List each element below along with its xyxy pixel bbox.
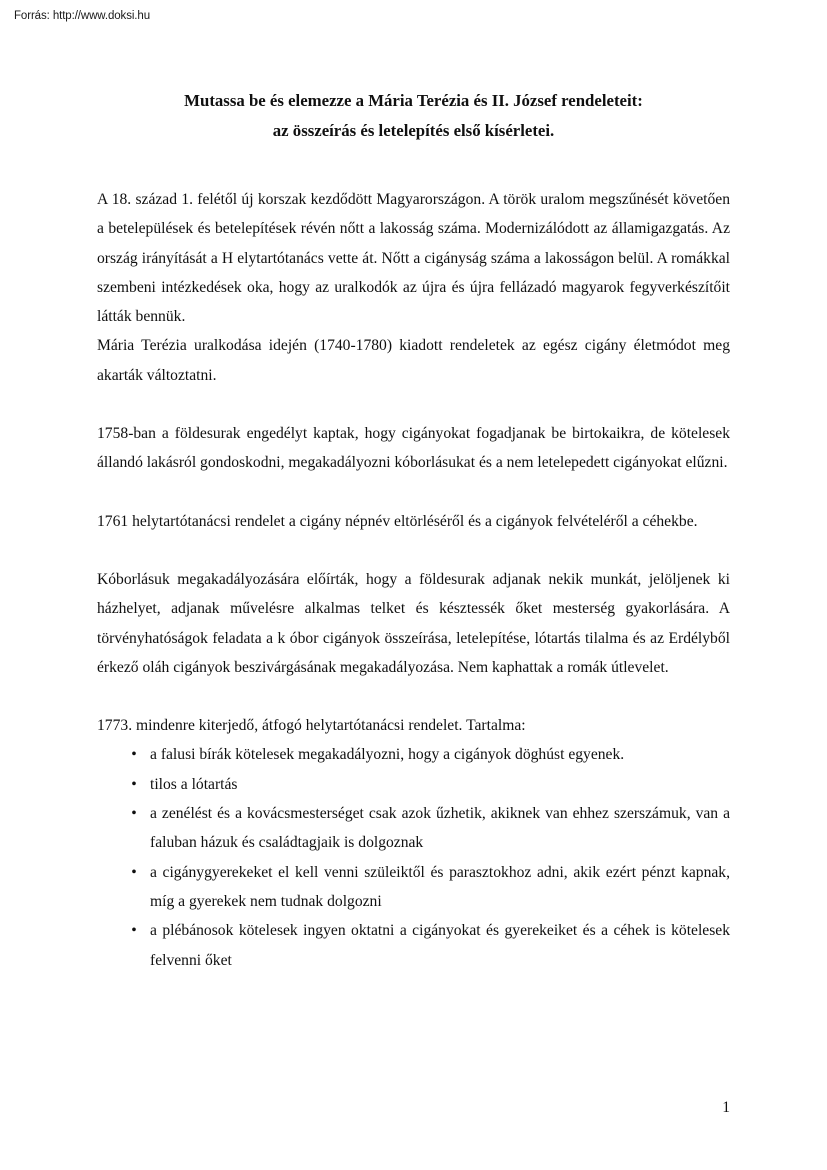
source-watermark: Forrás: http://www.doksi.hu [14, 10, 150, 22]
paragraph-koborlas: Kóborlásuk megakadályozására előírták, hogy a földesurak adjanak nekik munkát, jelöljenek ki házhelyet, adjanak művelésre alkalmas telket és késztessék őket mesterség gyakorlására. A törvényhatóságok feladata a k óbor cigányok összeírása, letelepítése, lótartás tilalma és az Erdélyből érkező oláh cigányok beszivárgásának megakadályozása. Nem kaphattak a romák útlevelet. [97, 570, 730, 676]
paragraph-gap [97, 390, 730, 419]
bullet-icon: • [131, 805, 137, 823]
list-item-label: a zenélést és a kovácsmesterséget csak azok űzhetik, akiknek van ehhez szerszámuk, van a faluban házuk és családtagjaik is dolgoznak [150, 805, 730, 852]
list-item-label: a plébánosok kötelesek ingyen oktatni a cigányokat és gyerekeiket és a céhek is kötelesek felvenni őket [150, 922, 730, 969]
list-item [97, 799, 730, 858]
bullet-icon: • [131, 863, 137, 881]
paragraph-rendelet-1761: 1761 helytartótanácsi rendelet a cigány népnév eltörléséről és a cigányok felvételéről a céhekbe. [97, 512, 698, 530]
bullet-icon: • [131, 746, 137, 764]
paragraph-maria-terezia: Mária Terézia uralkodása idején (1740-1780) kiadott rendeletek az egész cigány életmódot meg akarták változtatni. [97, 337, 730, 384]
page-title-line-2: az összeírás és letelepítés első kísérletei. [272, 121, 555, 140]
paragraph-gap [97, 536, 730, 565]
list-item-label: tilos a lótartás [150, 775, 238, 793]
page-title [97, 86, 730, 146]
bullet-icon: • [131, 922, 137, 940]
bullet-icon: • [131, 775, 137, 793]
paragraph-gap [97, 682, 730, 711]
document-body [97, 86, 730, 975]
list-item-label: a cigánygyerekeket el kell venni szüleiktől és parasztokhoz adni, akik ezért pénzt kapnak, míg a gyerekek nem tudnak dolgozni [150, 863, 730, 910]
list-item [97, 770, 730, 799]
title-spacer [97, 146, 730, 185]
page-number: 1 [722, 1099, 730, 1116]
list-item [97, 858, 730, 917]
list-item-label: a falusi bírák kötelesek megakadályozni, hogy a cigányok döghúst egyenek. [150, 746, 625, 764]
paragraph-rendelet-1758: 1758-ban a földesurak engedélyt kaptak, hogy cigányokat fogadjanak be birtokaikra, de kötelesek állandó lakásról gondoskodni, megakadályozni kóborlásukat és a nem letelepedett cigányokat elűzni. [97, 425, 730, 472]
list-item [97, 916, 730, 975]
paragraph-rendelet-1773: 1773. mindenre kiterjedő, átfogó helytartótanácsi rendelet. Tartalma: [97, 717, 526, 735]
list-item [97, 740, 730, 769]
rendelet-1773-bullet-list [97, 740, 730, 974]
page-title-line-1: Mutassa be és elemezze a Mária Terézia és II. József rendeleteit: [184, 91, 643, 110]
paragraph-gap [97, 478, 730, 507]
paragraph-intro: A 18. század 1. felétől új korszak kezdődött Magyarországon. A török uralom megszűnését követően a betelepülések és betelepítések révén nőtt a lakosság száma. Modernizálódott az államigazgatás. Az ország irányítását a H elytartótanács vette át. Nőtt a cigányság száma a lakosságon belül. A romákkal szembeni intézkedések oka, hogy az uralkodók az újra és újra fellázadó magyarok fegyverkészítőit látták bennük. [97, 191, 730, 326]
